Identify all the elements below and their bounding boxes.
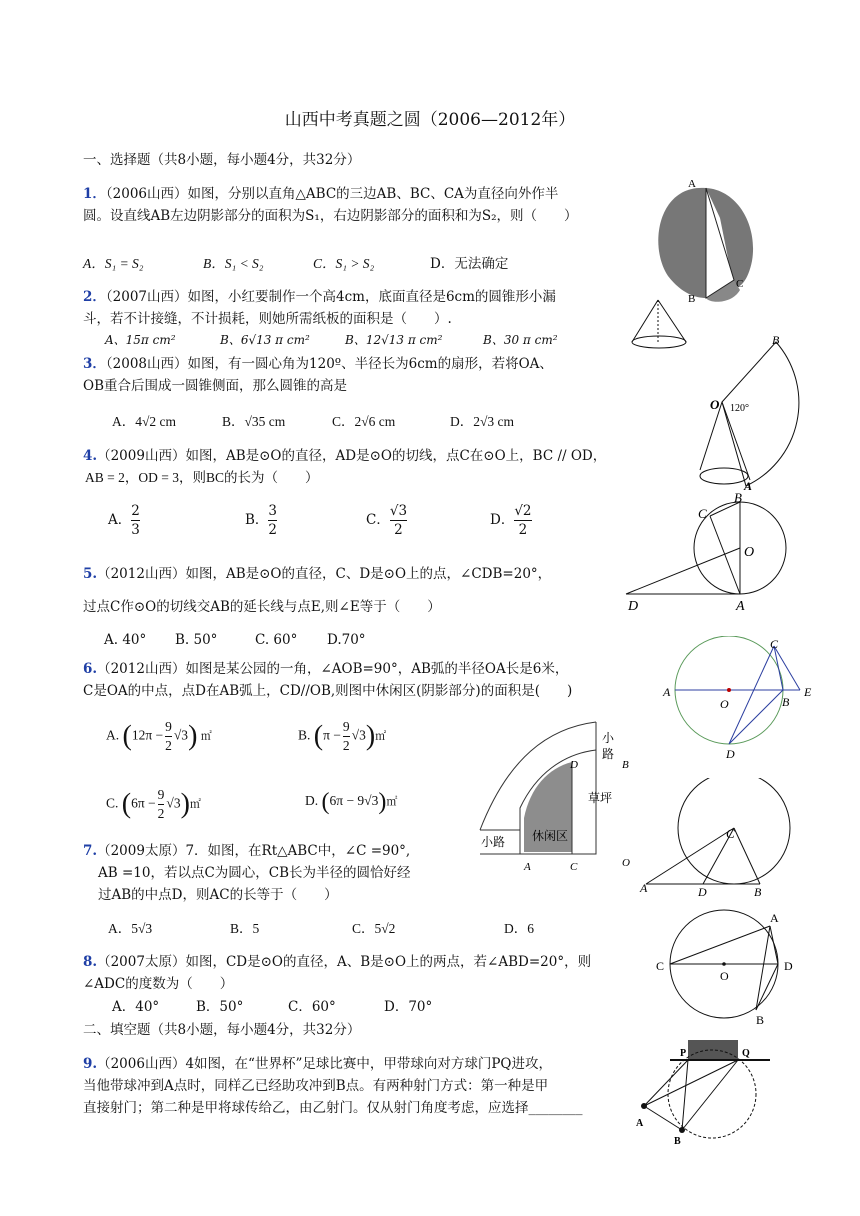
q9-label-a: A: [636, 1118, 644, 1129]
unit: ㎡: [200, 730, 212, 743]
question-number: 9.: [83, 1056, 98, 1072]
section-heading-choice: 一、选择题（共8小题，每小题4分，共32分）: [83, 152, 361, 168]
question-2-line1: [83, 287, 556, 307]
frac-num: √2: [514, 503, 532, 519]
q5-option-a: A. 40°: [104, 632, 147, 648]
frac-num: 3: [268, 503, 278, 519]
q6-label-lawn: 草坪: [588, 791, 613, 805]
question-number: 7.: [83, 843, 98, 859]
q4-option-c: [366, 502, 407, 539]
q2-option-c: B、12√13 π cm²: [345, 333, 443, 347]
q5-label-o: O: [720, 697, 729, 711]
q5-option-c: C. 60°: [255, 632, 298, 648]
q2-option-a: A、15π cm²: [105, 333, 176, 347]
expr-post: √3: [173, 727, 189, 743]
q4-label-c: C: [698, 506, 707, 521]
q1-option-d: D．无法确定: [430, 256, 509, 272]
q1-option-c: C．S₁ > S₂: [313, 256, 375, 271]
q7-label-c: C: [726, 826, 735, 841]
q7-label-a: A: [640, 881, 648, 895]
q3-option-c: C．2√6 cm: [332, 414, 396, 429]
q1-figure: [648, 176, 758, 316]
option-letter: A．: [108, 512, 132, 528]
q8-figure: [652, 906, 802, 1030]
q6-park-figure: [478, 718, 638, 878]
q8-option-a: A．40°: [112, 999, 160, 1015]
q8-option-d: D．70°: [384, 999, 433, 1015]
question-2-line2: 斗，若不计接缝，不计损耗，则她所需纸板的面积是（ ）.: [83, 311, 452, 327]
q2-cone-figure: [628, 296, 690, 354]
question-text: （2007太原）如图，CD是⊙O的直径，A、B是⊙O上的两点，若∠ABD=20°，则: [97, 954, 592, 970]
q5-option-b: B. 50°: [175, 632, 218, 648]
q3-label-angle: 120°: [730, 403, 749, 414]
question-3-line1: [83, 354, 553, 374]
q9-label-p: P: [680, 1048, 687, 1059]
question-text: （2012山西）如图是某公园的一角，∠AOB=90°，AB弧的半径OA长是6米，: [97, 661, 569, 677]
q6-label-lu: 路: [602, 747, 615, 761]
question-number: 6.: [83, 661, 98, 677]
frac-num: 2: [131, 503, 140, 519]
unit: ㎡: [189, 798, 201, 811]
q3-label-a: A: [744, 479, 753, 493]
question-1-line2: 圆。设直线AB左边阴影部分的面积为S₁，右边阴影部分的面积和为S₂，则（ ）: [83, 208, 578, 224]
question-3-line2: OB重合后围成一圆锥侧面，那么圆锥的高是: [83, 378, 347, 394]
q6-label-path: 小路: [481, 835, 506, 849]
q1-label-a: A: [688, 178, 696, 190]
question-8-line1: [83, 952, 591, 972]
q6-label-xiao: 小: [602, 731, 615, 745]
q7-option-a: A．5√3: [108, 921, 153, 936]
option-letter: D.: [305, 793, 319, 808]
q5-label-e: E: [804, 685, 812, 699]
question-text: （2009太原）7．如图，在Rt△ABC中，∠C =90°,: [97, 843, 411, 859]
expr-pre: 6π −: [131, 795, 156, 811]
q6-label-d: D: [570, 759, 578, 771]
question-number: 4.: [83, 448, 98, 464]
q6-option-d: D. (6π − 9√3)㎡: [305, 788, 398, 815]
frac-num: 9: [158, 786, 165, 805]
frac-den: 2: [268, 522, 278, 538]
q4-figure: [622, 490, 792, 614]
unit: ㎡: [375, 730, 387, 743]
q7-option-b: B．5: [230, 921, 260, 936]
q1-label-b: B: [688, 293, 696, 305]
option-letter: B.: [298, 727, 311, 743]
question-6-line2: C是OA的中点，点D在AB弧上，CD//OB,则图中休闲区(阴影部分)的面积是( ): [83, 683, 573, 699]
q6-option-a: A. (12π − $\frac{9}{2}$ √3) ㎡: [106, 719, 212, 753]
expr-post: √3: [351, 727, 366, 743]
q9-label-q: Q: [742, 1048, 750, 1059]
expr-post: √3: [166, 795, 181, 811]
frac-num: 9: [165, 718, 172, 737]
option-letter: A.: [106, 727, 120, 743]
frac-den: 2: [342, 738, 350, 753]
page-title: 山西中考真题之圆（2006—2012年）: [284, 110, 576, 130]
question-number: 8.: [83, 954, 98, 970]
q4-option-b: [245, 502, 277, 539]
question-4-line2: AB = 2，OD = 3，则BC的长为（ ）: [85, 470, 319, 485]
frac-den: 3: [131, 522, 140, 538]
q8-option-c: C．60°: [288, 999, 336, 1015]
q8-label-a: A: [770, 911, 779, 925]
question-number: 2．: [83, 289, 106, 305]
question-number: 5.: [83, 566, 98, 582]
option-letter: C．: [366, 512, 390, 528]
q5-label-c: C: [770, 637, 779, 651]
q7-option-c: C．5√2: [352, 921, 396, 936]
q5-label-a: A: [663, 685, 671, 699]
question-4-line1: [83, 446, 606, 466]
q3-option-d: D．2√3 cm: [450, 414, 515, 429]
q3-label-o: O: [710, 397, 720, 412]
q5-option-d: D.70°: [327, 632, 366, 648]
question-8-line2: ∠ADC的度数为（ ）: [83, 976, 234, 992]
expr-pre: 12π −: [131, 727, 164, 743]
q5-figure: [660, 636, 830, 764]
frac-den: 2: [165, 738, 172, 753]
q7-option-d: D．6: [504, 921, 534, 936]
question-1-line1: [83, 184, 558, 204]
question-9-line1: [83, 1054, 552, 1074]
frac-den: 2: [394, 522, 403, 538]
q8-option-b: B．50°: [196, 999, 244, 1015]
q4-label-a: A: [736, 599, 745, 614]
option-letter: B．: [245, 512, 269, 528]
question-6-line1: [83, 659, 568, 679]
q5-label-d: D: [726, 747, 735, 761]
question-text: （2012山西）如图，AB是⊙O的直径，C、D是⊙O上的点，∠CDB=20°，: [97, 566, 552, 582]
q6-option-c: C. (6π − $\frac{9}{2}$ √3)㎡: [106, 787, 201, 821]
question-7-line3: 过AB的中点D，则AC的长等于（ ）: [98, 887, 338, 903]
q6-label-rest-area: 休闲区: [532, 829, 569, 843]
q8-label-d: D: [784, 959, 793, 973]
question-text: （2008山西）如图，有一圆心角为120º、半径长为6cm的扇形，若将OA、: [105, 356, 553, 372]
q6-label-a: A: [524, 861, 531, 873]
frac-den: 2: [157, 806, 165, 821]
question-number: 1．: [83, 186, 106, 202]
expr-pre: π −: [323, 727, 341, 743]
q1-option-b: B．S₁ < S₂: [203, 256, 264, 271]
q3-option-a: A．4√2 cm: [112, 414, 177, 429]
section-heading-fill: 二、填空题（共8小题，每小题4分，共32分）: [83, 1022, 361, 1038]
q4-option-d: [490, 502, 532, 539]
q4-label-d: D: [628, 599, 639, 614]
q2-option-d: B、30 π cm²: [483, 333, 558, 347]
question-text: （2006山西）4如图，在“世界杯”足球比赛中，甲带球向对方球门PQ进攻，: [97, 1056, 552, 1072]
question-9-line2: 当他带球冲到A点时，同样乙已经助攻冲到B点。有两种射门方式：第一种是甲: [83, 1078, 549, 1094]
question-9-line3: 直接射门；第二种是甲将球传给乙，由乙射门。仅从射门角度考虑，应选择________: [83, 1100, 583, 1116]
q3-figure: [690, 330, 840, 500]
q7-label-d: D: [698, 885, 707, 898]
unit: ㎡: [386, 796, 398, 808]
q9-label-b: B: [674, 1136, 681, 1147]
frac-num: 9: [343, 718, 350, 737]
q3-option-b: B．√35 cm: [222, 414, 286, 429]
frac-num: √3: [389, 503, 408, 519]
q1-option-a: A．S₁ = S₂: [83, 256, 144, 271]
q2-option-b: B、6√13 π cm²: [220, 333, 310, 347]
question-text: （2007山西）如图，小红要制作一个高4cm，底面直径是6cm的圆锥形小漏: [105, 289, 556, 305]
q8-label-c: C: [656, 959, 665, 973]
question-5-line1: [83, 564, 551, 584]
q3-label-b: B: [772, 333, 780, 347]
frac-den: 2: [518, 522, 528, 538]
q5-label-b: B: [782, 695, 790, 709]
q6-label-o: O: [622, 857, 630, 869]
question-7-line1: [83, 841, 410, 861]
q6-label-b: B: [622, 759, 629, 771]
option-letter: C.: [106, 795, 119, 811]
question-5-line2: 过点C作⊙O的切线交AB的延长线与点E,则∠E等于（ ）: [83, 599, 441, 615]
question-7-line2: AB =10，若以点C为圆心，CB长为半径的圆恰好经: [98, 865, 411, 881]
expr-pre: 6π − 9√3: [329, 793, 379, 808]
q7-label-b: B: [754, 885, 762, 898]
question-number: 3．: [83, 356, 106, 372]
q6-option-b: B. (π − $\frac{9}{2}$ √3)㎡: [298, 719, 387, 753]
option-letter: D．: [490, 512, 515, 528]
question-text: （2009山西）如图，AB是⊙O的直径，AD是⊙O的切线，点C在⊙O上，BC // OD，: [97, 448, 607, 464]
q9-soccer-figure: [630, 1034, 780, 1154]
q8-label-b: B: [756, 1013, 765, 1027]
question-text: （2006山西）如图，分别以直角△ABC的三边AB、BC、CA为直径向外作半: [105, 186, 559, 202]
q6-label-c: C: [570, 861, 578, 873]
q4-label-o: O: [744, 545, 755, 560]
q4-label-b: B: [734, 490, 742, 505]
q8-label-o: O: [720, 969, 729, 983]
q1-label-c: C: [736, 278, 744, 290]
q7-figure: [636, 778, 816, 898]
q4-option-a: [108, 502, 140, 539]
